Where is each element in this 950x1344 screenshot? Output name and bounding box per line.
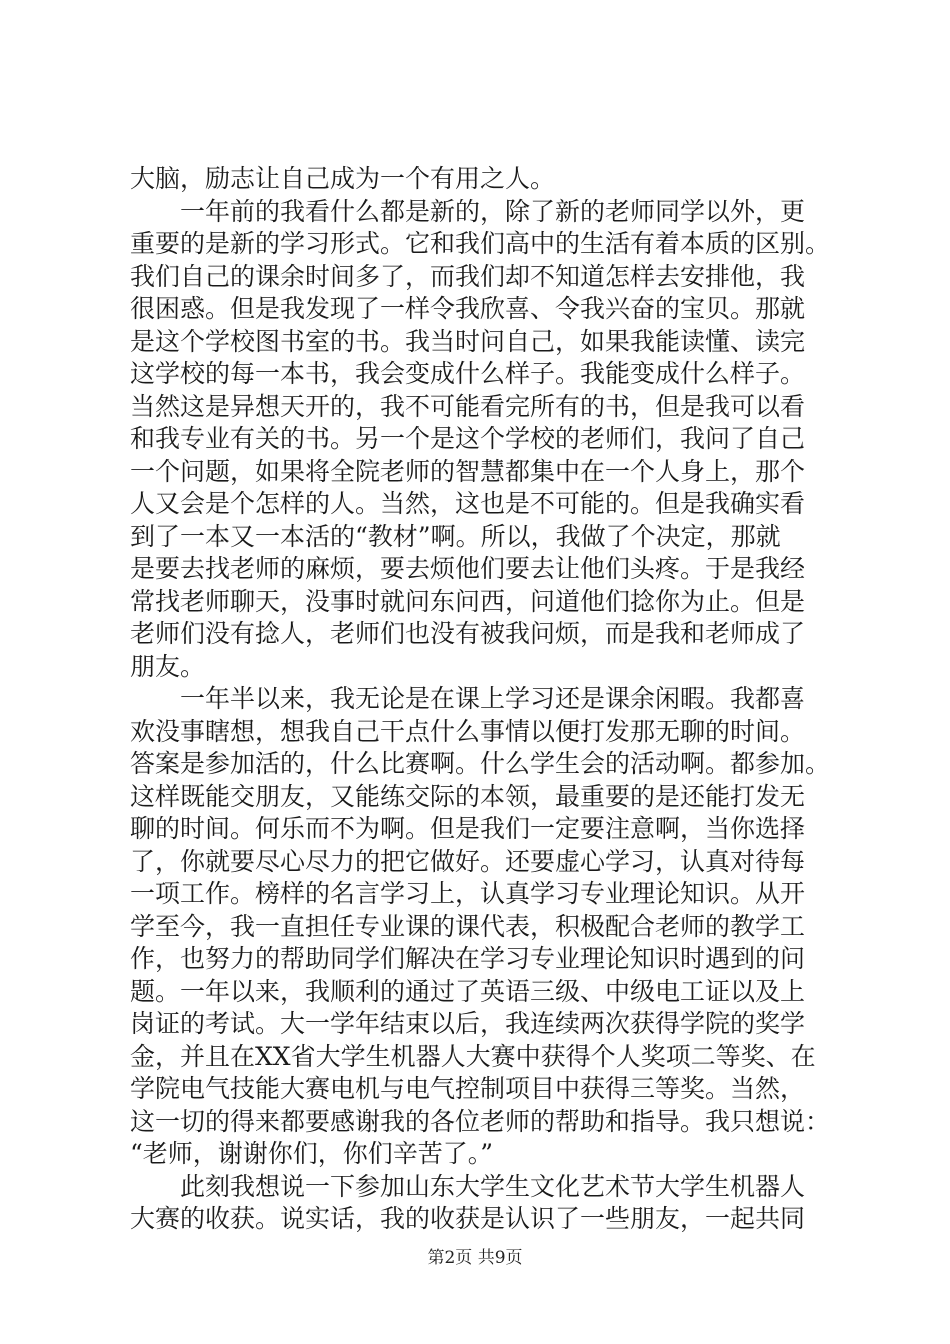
- text-line: 金，并且在XX省大学生机器人大赛中获得个人奖项二等奖、在: [130, 1041, 816, 1071]
- text-line: 人又会是个怎样的人。当然，这也是不可能的。但是我确实看: [130, 489, 806, 518]
- text-line: 一个问题，如果将全院老师的智慧都集中在一个人身上，那个: [130, 456, 806, 486]
- text-line: 学院电气技能大赛电机与电气控制项目中获得三等奖。当然，: [130, 1074, 806, 1103]
- text-line: 重要的是新的学习形式。它和我们高中的生活有着本质的区别。: [130, 229, 830, 258]
- text-line: 了，你就要尽心尽力的把它做好。还要虚心学习，认真对待每: [130, 846, 806, 876]
- text-line: “老师，谢谢你们，你们辛苦了。”: [130, 1139, 494, 1168]
- text-line: 作，也努力的帮助同学们解决在学习专业理论知识时遇到的问: [130, 944, 806, 973]
- text-line: 和我专业有关的书。另一个是这个学校的老师们，我问了自己: [130, 424, 806, 453]
- text-line: 学至今，我一直担任专业课的课代表，积极配合老师的教学工: [130, 911, 806, 941]
- text-line: 一年半以来，我无论是在课上学习还是课余闲暇。我都喜: [130, 684, 806, 713]
- text-line: 欢没事瞎想，想我自己干点什么事情以便打发那无聊的时间。: [130, 716, 806, 746]
- text-line: 答案是参加活的，什么比赛啊。什么学生会的活动啊。都参加。: [130, 749, 830, 778]
- text-line: 当然这是异想天开的，我不可能看完所有的书，但是我可以看: [130, 391, 806, 421]
- text-line: 到了一本又一本活的“教材”啊。所以，我做了个决定，那就: [130, 521, 781, 551]
- text-line: 朋友。: [130, 651, 206, 681]
- text-line: 大脑，励志让自己成为一个有用之人。: [130, 164, 556, 193]
- text-line: 此刻我想说一下参加山东大学生文化艺术节大学生机器人: [130, 1171, 806, 1201]
- text-line: 这一切的得来都要感谢我的各位老师的帮助和指导。我只想说：: [130, 1106, 830, 1136]
- text-line: 老师们没有捻人，老师们也没有被我问烦，而是我和老师成了: [130, 619, 806, 648]
- text-line: 常找老师聊天，没事时就问东问西，问道他们捻你为止。但是: [130, 586, 806, 616]
- text-line: 是要去找老师的麻烦，要去烦他们要去让他们头疼。于是我经: [130, 554, 806, 583]
- text-line: 我们自己的课余时间多了，而我们却不知道怎样去安排他，我: [130, 261, 806, 291]
- body-text: [130, 163, 830, 1236]
- text-line: 这学校的每一本书，我会变成什么样子。我能变成什么样子。: [130, 359, 806, 388]
- text-line: 聊的时间。何乐而不为啊。但是我们一定要注意啊，当你选择: [130, 814, 806, 843]
- text-line: 大赛的收获。说实话，我的收获是认识了一些朋友，一起共同: [130, 1204, 806, 1233]
- text-line: 岗证的考试。大一学年结束以后，我连续两次获得学院的奖学: [130, 1009, 806, 1038]
- text-line: 是这个学校图书室的书。我当时问自己，如果我能读懂、读完: [130, 326, 806, 356]
- page-footer: 第2页 共9页: [427, 1248, 523, 1268]
- text-line: 这样既能交朋友，又能练交际的本领，最重要的是还能打发无: [130, 781, 806, 811]
- text-line: 题。一年以来，我顺利的通过了英语三级、中级电工证以及上: [130, 976, 806, 1006]
- text-line: 一年前的我看什么都是新的，除了新的老师同学以外，更: [130, 196, 806, 226]
- text-line: 一项工作。榜样的名言学习上，认真学习专业理论知识。从开: [130, 879, 806, 908]
- text-line: 很困惑。但是我发现了一样令我欣喜、令我兴奋的宝贝。那就: [130, 294, 806, 323]
